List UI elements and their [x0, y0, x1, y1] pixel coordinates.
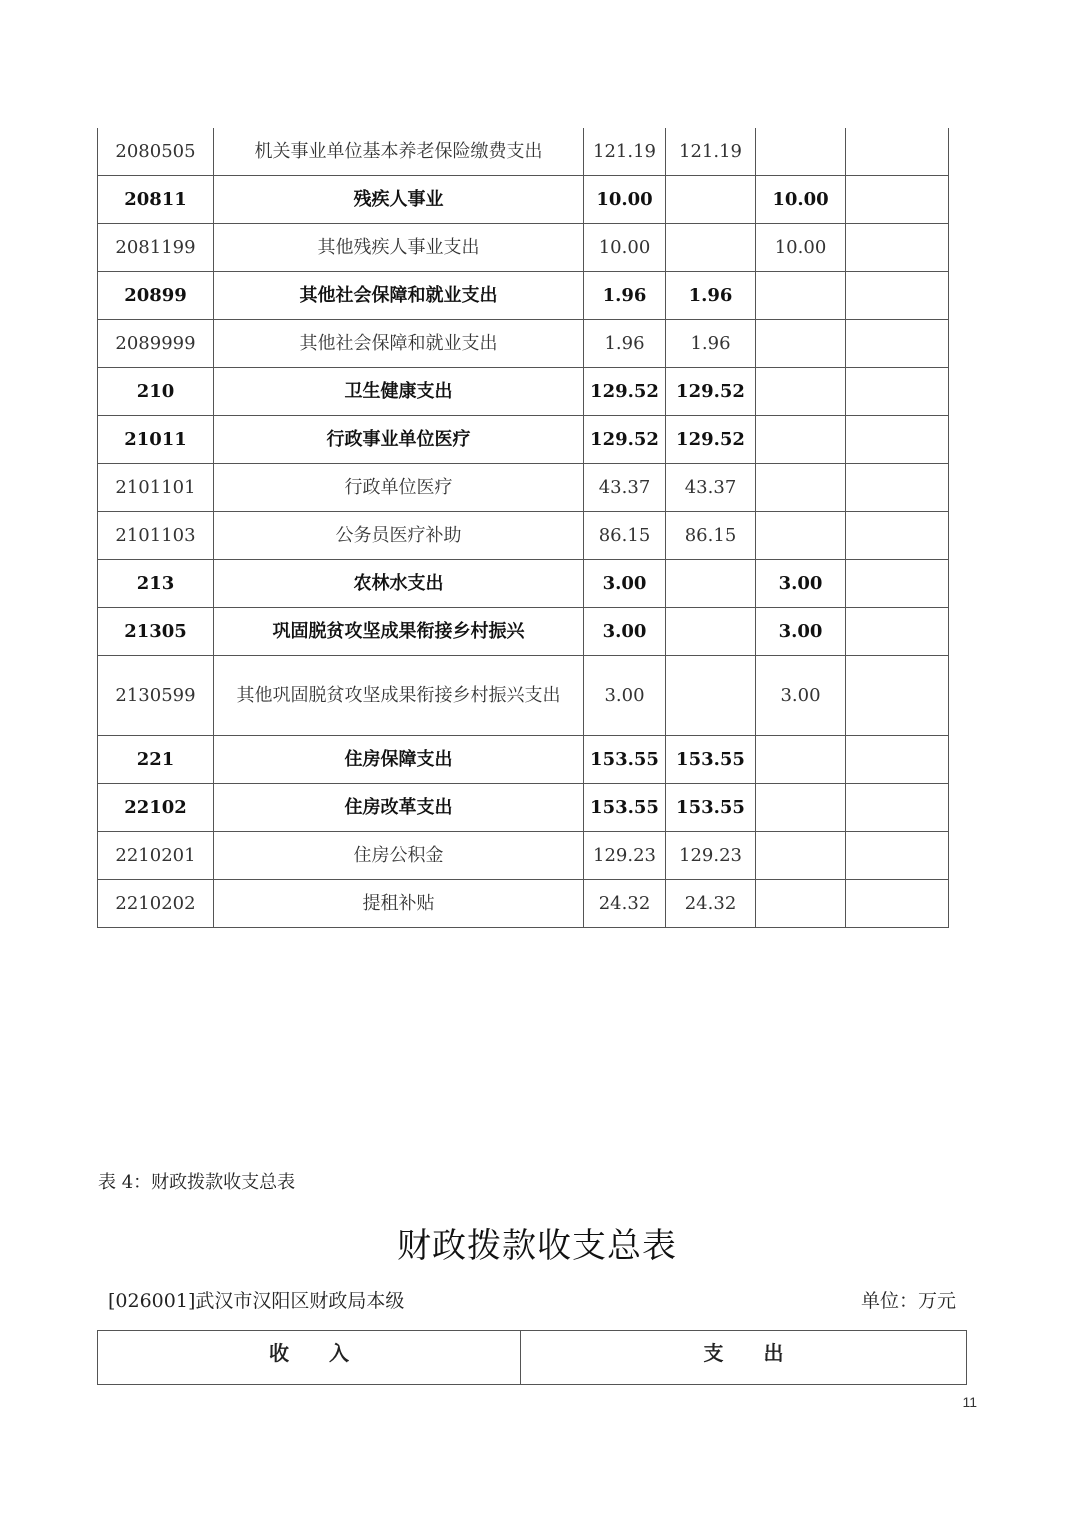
expense-header: 支 出 — [521, 1331, 967, 1385]
row-project-cell — [756, 464, 846, 512]
row-other-cell — [846, 176, 949, 224]
row-total-cell: 24.32 — [584, 880, 666, 928]
row-other-cell — [846, 368, 949, 416]
row-code-cell: 21011 — [98, 416, 214, 464]
row-other-cell — [846, 224, 949, 272]
row-name-cell: 其他巩固脱贫攻坚成果衔接乡村振兴支出 — [214, 656, 584, 736]
row-code-cell: 2081199 — [98, 224, 214, 272]
row-name-cell: 巩固脱贫攻坚成果衔接乡村振兴 — [214, 608, 584, 656]
row-basic-cell — [666, 608, 756, 656]
row-basic-cell: 1.96 — [666, 272, 756, 320]
table-row — [98, 736, 949, 784]
row-project-cell — [756, 736, 846, 784]
row-total-cell: 129.52 — [584, 416, 666, 464]
row-code-cell: 2210201 — [98, 832, 214, 880]
row-project-cell: 10.00 — [756, 176, 846, 224]
row-project-cell — [756, 416, 846, 464]
row-other-cell — [846, 416, 949, 464]
row-basic-cell: 1.96 — [666, 320, 756, 368]
row-name-cell: 其他社会保障和就业支出 — [214, 320, 584, 368]
row-project-cell — [756, 832, 846, 880]
row-name-cell: 提租补贴 — [214, 880, 584, 928]
row-code-cell: 221 — [98, 736, 214, 784]
row-name-cell: 住房改革支出 — [214, 784, 584, 832]
row-basic-cell: 121.19 — [666, 128, 756, 176]
row-code-cell: 2130599 — [98, 656, 214, 736]
row-other-cell — [846, 560, 949, 608]
table-caption: 表 4：财政拨款收支总表 — [98, 1172, 296, 1193]
row-basic-cell: 24.32 — [666, 880, 756, 928]
page-title: 财政拨款收支总表 — [397, 1226, 677, 1266]
row-project-cell: 3.00 — [756, 656, 846, 736]
table-row — [98, 560, 949, 608]
row-code-cell: 20899 — [98, 272, 214, 320]
row-code-cell: 21305 — [98, 608, 214, 656]
summary-table — [97, 1330, 967, 1385]
row-code-cell: 2101101 — [98, 464, 214, 512]
table-row — [98, 608, 949, 656]
row-name-cell: 卫生健康支出 — [214, 368, 584, 416]
row-project-cell: 3.00 — [756, 560, 846, 608]
row-name-cell: 住房保障支出 — [214, 736, 584, 784]
row-project-cell: 3.00 — [756, 608, 846, 656]
table-row — [98, 656, 949, 736]
row-basic-cell — [666, 656, 756, 736]
row-basic-cell — [666, 560, 756, 608]
row-total-cell: 129.23 — [584, 832, 666, 880]
row-other-cell — [846, 320, 949, 368]
row-name-cell: 住房公积金 — [214, 832, 584, 880]
row-total-cell: 1.96 — [584, 272, 666, 320]
table-row — [98, 368, 949, 416]
row-basic-cell: 153.55 — [666, 736, 756, 784]
row-total-cell: 129.52 — [584, 368, 666, 416]
row-basic-cell: 43.37 — [666, 464, 756, 512]
row-project-cell — [756, 128, 846, 176]
table-row — [98, 320, 949, 368]
row-code-cell: 2210202 — [98, 880, 214, 928]
table-row — [98, 784, 949, 832]
row-project-cell — [756, 512, 846, 560]
row-code-cell: 2080505 — [98, 128, 214, 176]
row-name-cell: 农林水支出 — [214, 560, 584, 608]
row-name-cell: 机关事业单位基本养老保险缴费支出 — [214, 128, 584, 176]
table-row — [98, 832, 949, 880]
row-total-cell: 153.55 — [584, 784, 666, 832]
row-project-cell — [756, 272, 846, 320]
row-total-cell: 1.96 — [584, 320, 666, 368]
row-project-cell: 10.00 — [756, 224, 846, 272]
table-row — [98, 176, 949, 224]
row-total-cell: 3.00 — [584, 608, 666, 656]
row-other-cell — [846, 880, 949, 928]
table-row — [98, 512, 949, 560]
currency-unit-label: 单位：万元 — [860, 1290, 956, 1312]
row-name-cell: 其他社会保障和就业支出 — [214, 272, 584, 320]
row-name-cell: 行政事业单位医疗 — [214, 416, 584, 464]
row-project-cell — [756, 784, 846, 832]
table-row — [98, 272, 949, 320]
row-total-cell: 153.55 — [584, 736, 666, 784]
row-project-cell — [756, 320, 846, 368]
row-code-cell: 213 — [98, 560, 214, 608]
table-row — [98, 224, 949, 272]
row-other-cell — [846, 512, 949, 560]
row-total-cell: 86.15 — [584, 512, 666, 560]
row-total-cell: 121.19 — [584, 128, 666, 176]
row-project-cell — [756, 880, 846, 928]
row-name-cell: 行政单位医疗 — [214, 464, 584, 512]
row-basic-cell: 129.23 — [666, 832, 756, 880]
row-code-cell: 2089999 — [98, 320, 214, 368]
row-code-cell: 20811 — [98, 176, 214, 224]
row-basic-cell: 153.55 — [666, 784, 756, 832]
row-total-cell: 3.00 — [584, 656, 666, 736]
table-row — [98, 464, 949, 512]
row-code-cell: 22102 — [98, 784, 214, 832]
row-code-cell: 2101103 — [98, 512, 214, 560]
row-total-cell: 3.00 — [584, 560, 666, 608]
summary-header-row — [98, 1331, 967, 1385]
row-basic-cell — [666, 224, 756, 272]
budget-table-body — [98, 128, 949, 928]
row-other-cell — [846, 832, 949, 880]
row-other-cell — [846, 464, 949, 512]
row-name-cell: 其他残疾人事业支出 — [214, 224, 584, 272]
row-basic-cell: 129.52 — [666, 368, 756, 416]
table-row — [98, 128, 949, 176]
row-code-cell: 210 — [98, 368, 214, 416]
row-project-cell — [756, 368, 846, 416]
row-total-cell: 43.37 — [584, 464, 666, 512]
page-number: 11 — [962, 1394, 977, 1410]
row-other-cell — [846, 736, 949, 784]
table-row — [98, 880, 949, 928]
budget-expenditure-table — [97, 128, 949, 928]
row-basic-cell: 129.52 — [666, 416, 756, 464]
row-other-cell — [846, 128, 949, 176]
unit-code-label: [026001]武汉市汉阳区财政局本级 — [108, 1290, 405, 1312]
row-other-cell — [846, 656, 949, 736]
row-total-cell: 10.00 — [584, 176, 666, 224]
row-total-cell: 10.00 — [584, 224, 666, 272]
row-other-cell — [846, 272, 949, 320]
row-other-cell — [846, 784, 949, 832]
income-header: 收 入 — [98, 1331, 521, 1385]
row-name-cell: 残疾人事业 — [214, 176, 584, 224]
row-other-cell — [846, 608, 949, 656]
table-row — [98, 416, 949, 464]
row-basic-cell — [666, 176, 756, 224]
row-basic-cell: 86.15 — [666, 512, 756, 560]
row-name-cell: 公务员医疗补助 — [214, 512, 584, 560]
